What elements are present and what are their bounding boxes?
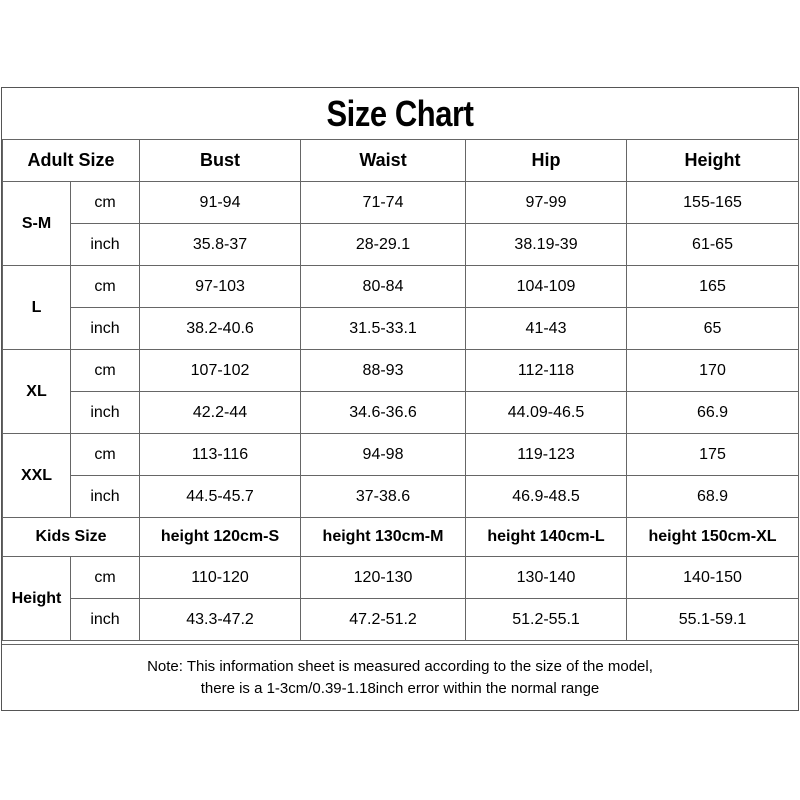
table-cell: 113-116 [140,434,301,476]
table-cell: 107-102 [140,350,301,392]
table-row [3,476,799,518]
table-cell: 155-165 [627,182,799,224]
table-cell: 28-29.1 [301,224,466,266]
size-table [2,139,799,641]
table-cell: 61-65 [627,224,799,266]
unit-label: inch [71,599,140,641]
table-cell: 112-118 [466,350,627,392]
table-cell: 120-130 [301,557,466,599]
column-header: Bust [140,140,301,182]
table-cell: 42.2-44 [140,392,301,434]
table-row [3,350,799,392]
size-label: XL [3,350,71,434]
table-row [3,392,799,434]
table-cell: 88-93 [301,350,466,392]
size-label: L [3,266,71,350]
table-row [3,599,799,641]
measurement-note [2,644,798,711]
size-label: XXL [3,434,71,518]
table-cell: 44.5-45.7 [140,476,301,518]
unit-label: inch [71,224,140,266]
size-chart-sheet [1,87,799,711]
table-cell: 34.6-36.6 [301,392,466,434]
adult-header-row [3,140,799,182]
table-cell: 104-109 [466,266,627,308]
table-cell: 43.3-47.2 [140,599,301,641]
table-row [3,266,799,308]
table-cell: 31.5-33.1 [301,308,466,350]
table-cell: 44.09-46.5 [466,392,627,434]
unit-label: inch [71,392,140,434]
table-cell: 47.2-51.2 [301,599,466,641]
unit-label: inch [71,476,140,518]
note-line-2: there is a 1-3cm/0.39-1.18inch error within the normal range [200,680,600,697]
table-cell: 37-38.6 [301,476,466,518]
column-header: Waist [301,140,466,182]
table-cell: 94-98 [301,434,466,476]
unit-label: cm [71,266,140,308]
table-cell: 55.1-59.1 [627,599,799,641]
table-cell: 110-120 [140,557,301,599]
table-cell: 165 [627,266,799,308]
size-table-body [3,140,799,641]
table-cell: 97-99 [466,182,627,224]
kids-height-label: Height [3,557,71,641]
note-line-1: Note: This information sheet is measured according to the size of the model, [147,658,653,675]
table-cell: 140-150 [627,557,799,599]
column-header: Hip [466,140,627,182]
unit-label: inch [71,308,140,350]
size-label: S-M [3,182,71,266]
table-row [3,182,799,224]
table-cell: 51.2-55.1 [466,599,627,641]
column-header: height 130cm-M [301,518,466,557]
adult-size-header: Adult Size [3,140,140,182]
table-row [3,224,799,266]
table-cell: 175 [627,434,799,476]
unit-label: cm [71,182,140,224]
unit-label: cm [71,350,140,392]
table-cell: 170 [627,350,799,392]
unit-label: cm [71,434,140,476]
table-cell: 71-74 [301,182,466,224]
table-cell: 119-123 [466,434,627,476]
table-cell: 41-43 [466,308,627,350]
table-row [3,308,799,350]
table-cell: 66.9 [627,392,799,434]
table-cell: 35.8-37 [140,224,301,266]
column-header: height 140cm-L [466,518,627,557]
table-cell: 97-103 [140,266,301,308]
table-cell: 68.9 [627,476,799,518]
table-row [3,434,799,476]
unit-label: cm [71,557,140,599]
column-header: Height [627,140,799,182]
table-cell: 38.19-39 [466,224,627,266]
column-header: height 150cm-XL [627,518,799,557]
table-cell: 91-94 [140,182,301,224]
table-cell: 46.9-48.5 [466,476,627,518]
table-row [3,557,799,599]
table-cell: 65 [627,308,799,350]
chart-title: Size Chart [326,92,474,134]
column-header: height 120cm-S [140,518,301,557]
table-cell: 130-140 [466,557,627,599]
table-cell: 38.2-40.6 [140,308,301,350]
kids-header-row [3,518,799,557]
kids-size-header: Kids Size [3,518,140,557]
table-cell: 80-84 [301,266,466,308]
